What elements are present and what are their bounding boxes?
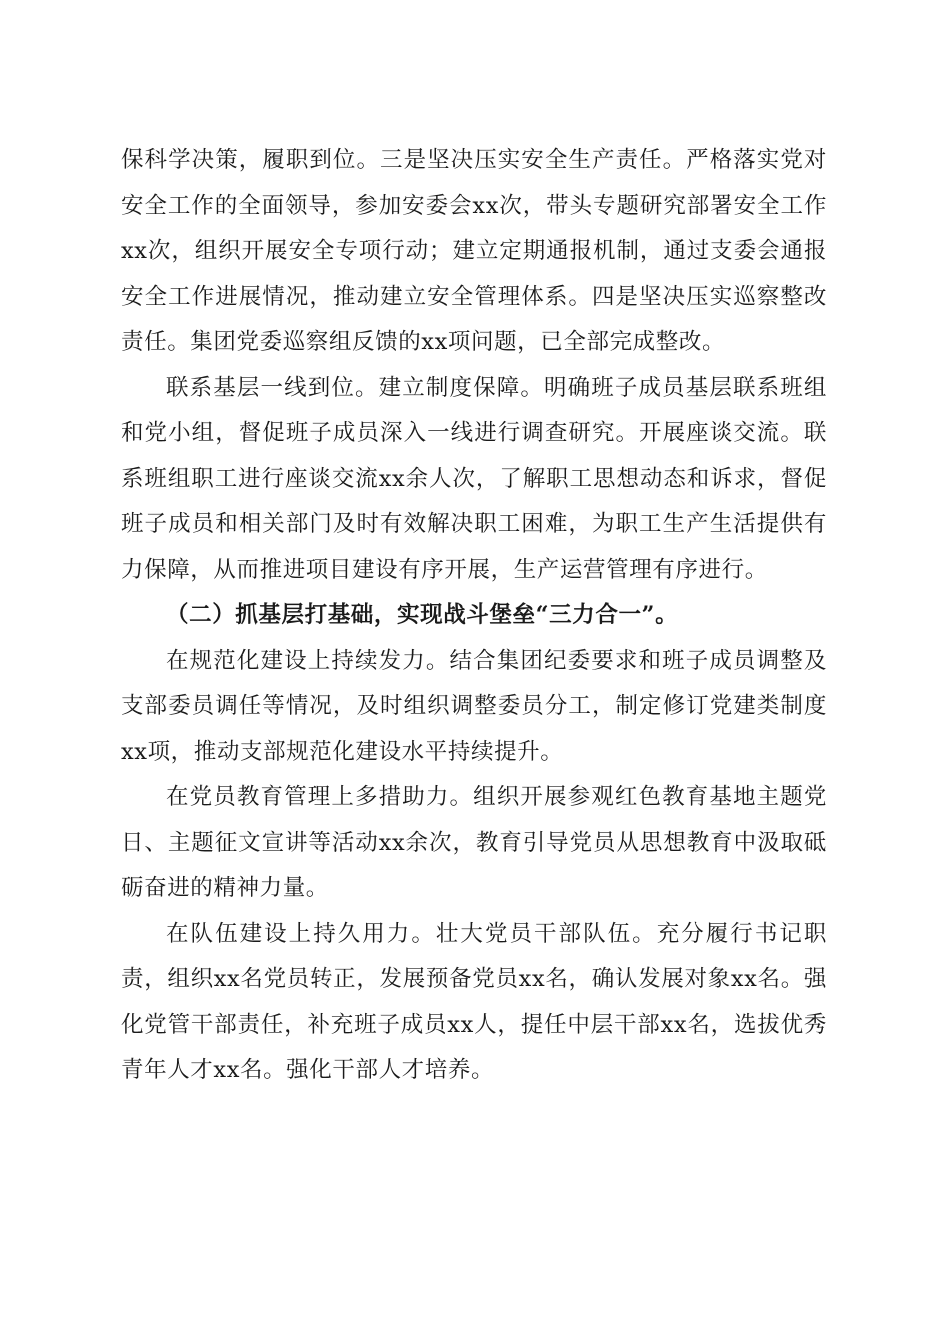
- paragraph-standardization: 在规范化建设上持续发力。结合集团纪委要求和班子成员调整及支部委员调任等情况，及时组织调整委员分工，制定修订党建类制度xx项，推动支部规范化建设水平持续提升。: [121, 647, 827, 765]
- paragraph-grassroots-contact: 联系基层一线到位。建立制度保障。明确班子成员基层联系班组和党小组，督促班子成员深入一线进行调查研究。开展座谈交流。联系班组职工进行座谈交流xx余人次，了解职工思想动态和诉求，督促班子成员和相关部门及时有效解决职工困难，为职工生产生活提供有力保障，从而推进项目建设有序开展，生产运营管理有序进行。: [121, 374, 827, 583]
- paragraph-member-education: 在党员教育管理上多措助力。组织开展参观红色教育基地主题党日、主题征文宣讲等活动xx余次，教育引导党员从思想教育中汲取砥砺奋进的精神力量。: [121, 784, 827, 901]
- paragraph-responsibility-continued: 保科学决策，履职到位。三是坚决压实安全生产责任。严格落实党对安全工作的全面领导，参加安委会xx次，带头专题研究部署安全工作xx次，组织开展安全专项行动；建立定期通报机制，通过支委会通报安全工作进展情况，推动建立安全管理体系。四是坚决压实巡察整改责任。集团党委巡察组反馈的xx项问题，已全部完成整改。: [121, 147, 827, 355]
- section-heading-two: （二）抓基层打基础，实现战斗堡垒“三力合一”。: [166, 602, 679, 628]
- document-body: [121, 138, 827, 1094]
- paragraph-team-building: 在队伍建设上持久用力。壮大党员干部队伍。充分履行书记职责，组织xx名党员转正，发展预备党员xx名，确认发展对象xx名。强化党管干部责任，补充班子成员xx人，提任中层干部xx名，选拔优秀青年人才xx名。强化干部人才培养。: [121, 920, 827, 1083]
